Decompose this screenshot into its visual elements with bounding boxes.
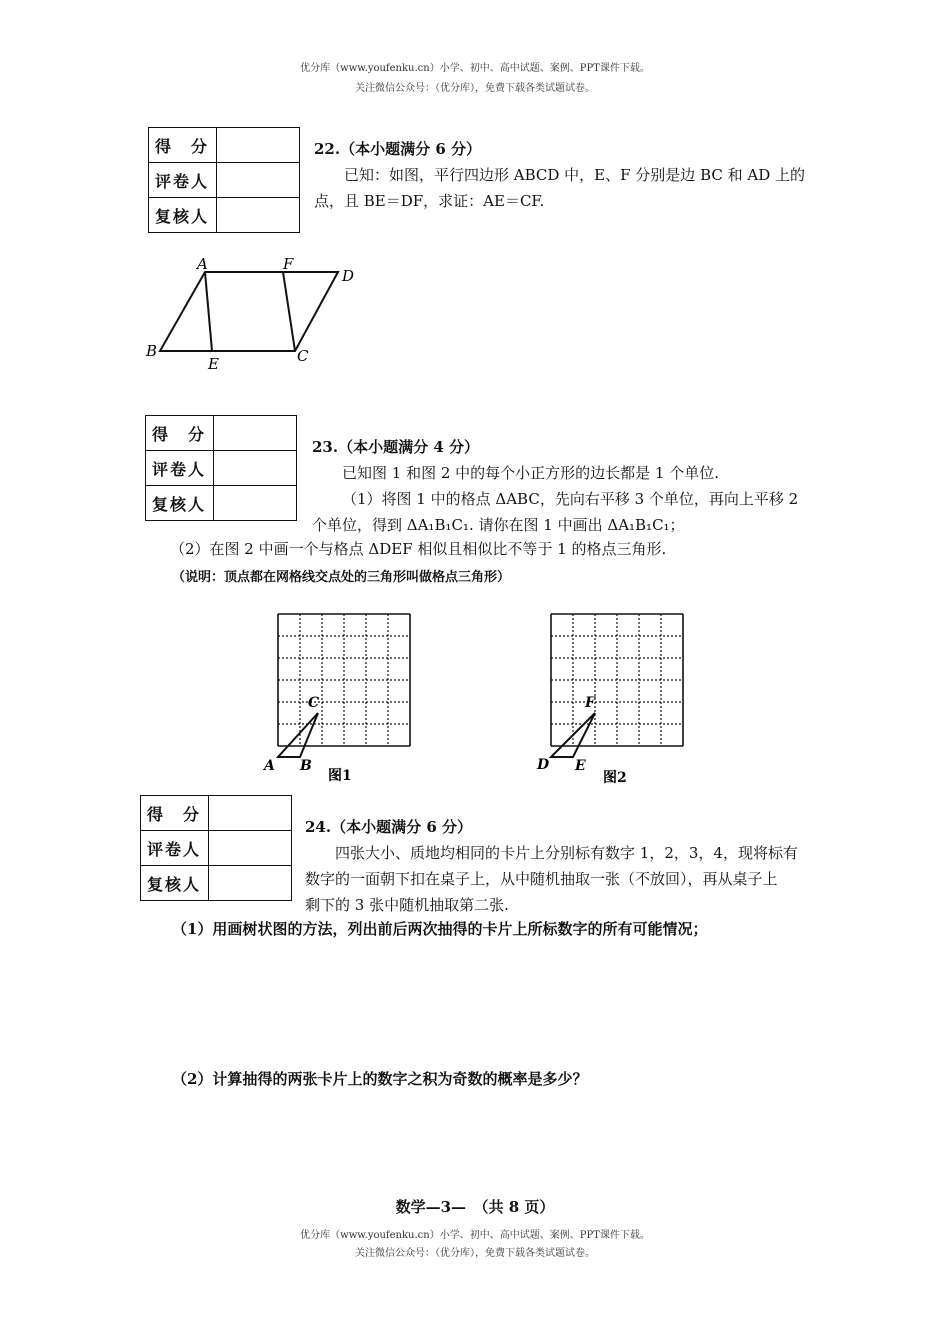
label-A: A: [197, 255, 208, 273]
label-E: E: [208, 355, 219, 373]
label-C: C: [297, 347, 309, 365]
question-24: [305, 814, 825, 918]
reviewer-cell[interactable]: [209, 866, 292, 901]
score-cell[interactable]: [217, 128, 300, 163]
fig2-label-F: F: [585, 695, 595, 711]
reviewer-label: 复核人: [146, 486, 214, 521]
score-label: 得 分: [149, 128, 217, 163]
fig2-caption: 图2: [603, 770, 627, 786]
score-table-23: [145, 415, 297, 521]
label-D: D: [342, 267, 355, 285]
q22-text-1: 已知：如图，平行四边形 ABCD 中，E、F 分别是边 BC 和 AD 上的: [344, 166, 806, 184]
score-cell[interactable]: [209, 796, 292, 831]
fig1-label-B: B: [300, 758, 312, 774]
q23-text-2: （1）将图 1 中的格点 ΔABC，先向右平移 3 个单位，再向上平移 2: [342, 490, 799, 508]
reviewer-cell[interactable]: [217, 198, 300, 233]
label-F: F: [283, 255, 294, 273]
q24-text-2: 数字的一面朝下扣在桌子上，从中随机抽取一张（不放回），再从桌子上: [305, 870, 778, 888]
score-label: 得 分: [146, 416, 214, 451]
footer-line-1: 优分库（www.youfenku.cn）小学、初中、高中试题、案例、PPT课件下载。: [300, 1230, 650, 1241]
score-table-22: [148, 127, 300, 233]
grader-label: 评卷人: [141, 831, 209, 866]
parallelogram-figure: [140, 255, 370, 375]
q23-note: （说明：顶点都在网格线交点处的三角形叫做格点三角形）: [172, 570, 511, 585]
fig2-label-E: E: [575, 758, 586, 774]
grid-figure-2: [535, 608, 695, 790]
q22-text-2: 点，且 BE＝DF，求证：AE＝CF.: [314, 192, 545, 210]
q22-title: 22.（本小题满分 6 分）: [314, 140, 481, 158]
score-label: 得 分: [141, 796, 209, 831]
q24-title: 24.（本小题满分 6 分）: [305, 818, 472, 836]
q23-title: 23.（本小题满分 4 分）: [312, 438, 479, 456]
label-B: B: [146, 342, 158, 360]
grader-cell[interactable]: [214, 451, 297, 486]
q23-text-1: 已知图 1 和图 2 中的每个小正方形的边长都是 1 个单位.: [342, 464, 720, 482]
fig1-label-A: A: [264, 758, 275, 774]
grader-label: 评卷人: [149, 163, 217, 198]
fig2-label-D: D: [537, 757, 550, 773]
grader-label: 评卷人: [146, 451, 214, 486]
q23-text-3: 个单位，得到 ΔA₁B₁C₁. 请你在图 1 中画出 ΔA₁B₁C₁；: [312, 516, 685, 534]
q24-part-1: （1）用画树状图的方法，列出前后两次抽得的卡片上所标数字的所有可能情况；: [172, 920, 708, 938]
score-cell[interactable]: [214, 416, 297, 451]
reviewer-label: 复核人: [149, 198, 217, 233]
grader-cell[interactable]: [209, 831, 292, 866]
header-line-2: 关注微信公众号：（优分库），免费下载各类试题试卷。: [355, 83, 595, 94]
footer-line-2: 关注微信公众号：（优分库），免费下载各类试题试卷。: [355, 1248, 595, 1259]
grader-cell[interactable]: [217, 163, 300, 198]
reviewer-cell[interactable]: [214, 486, 297, 521]
grid-figure-1: [262, 608, 422, 790]
q24-text-3: 剩下的 3 张中随机抽取第二张.: [305, 896, 509, 914]
score-table-24: [140, 795, 292, 901]
question-23: [312, 434, 832, 538]
question-22: [314, 136, 824, 214]
q24-part-2: （2）计算抽得的两张卡片上的数字之积为奇数的概率是多少？: [172, 1070, 588, 1088]
q24-text-1: 四张大小、质地均相同的卡片上分别标有数字 1，2，3，4，现将标有: [335, 844, 798, 862]
fig1-caption: 图1: [328, 768, 352, 784]
header-line-1: 优分库（www.youfenku.cn）小学、初中、高中试题、案例、PPT课件下载。: [300, 63, 650, 74]
fig1-label-C: C: [308, 695, 320, 711]
reviewer-label: 复核人: [141, 866, 209, 901]
page-number: 数学—3— （共 8 页）: [395, 1198, 555, 1216]
q23-text-4: （2）在图 2 中画一个与格点 ΔDEF 相似且相似比不等于 1 的格点三角形.: [170, 540, 667, 558]
